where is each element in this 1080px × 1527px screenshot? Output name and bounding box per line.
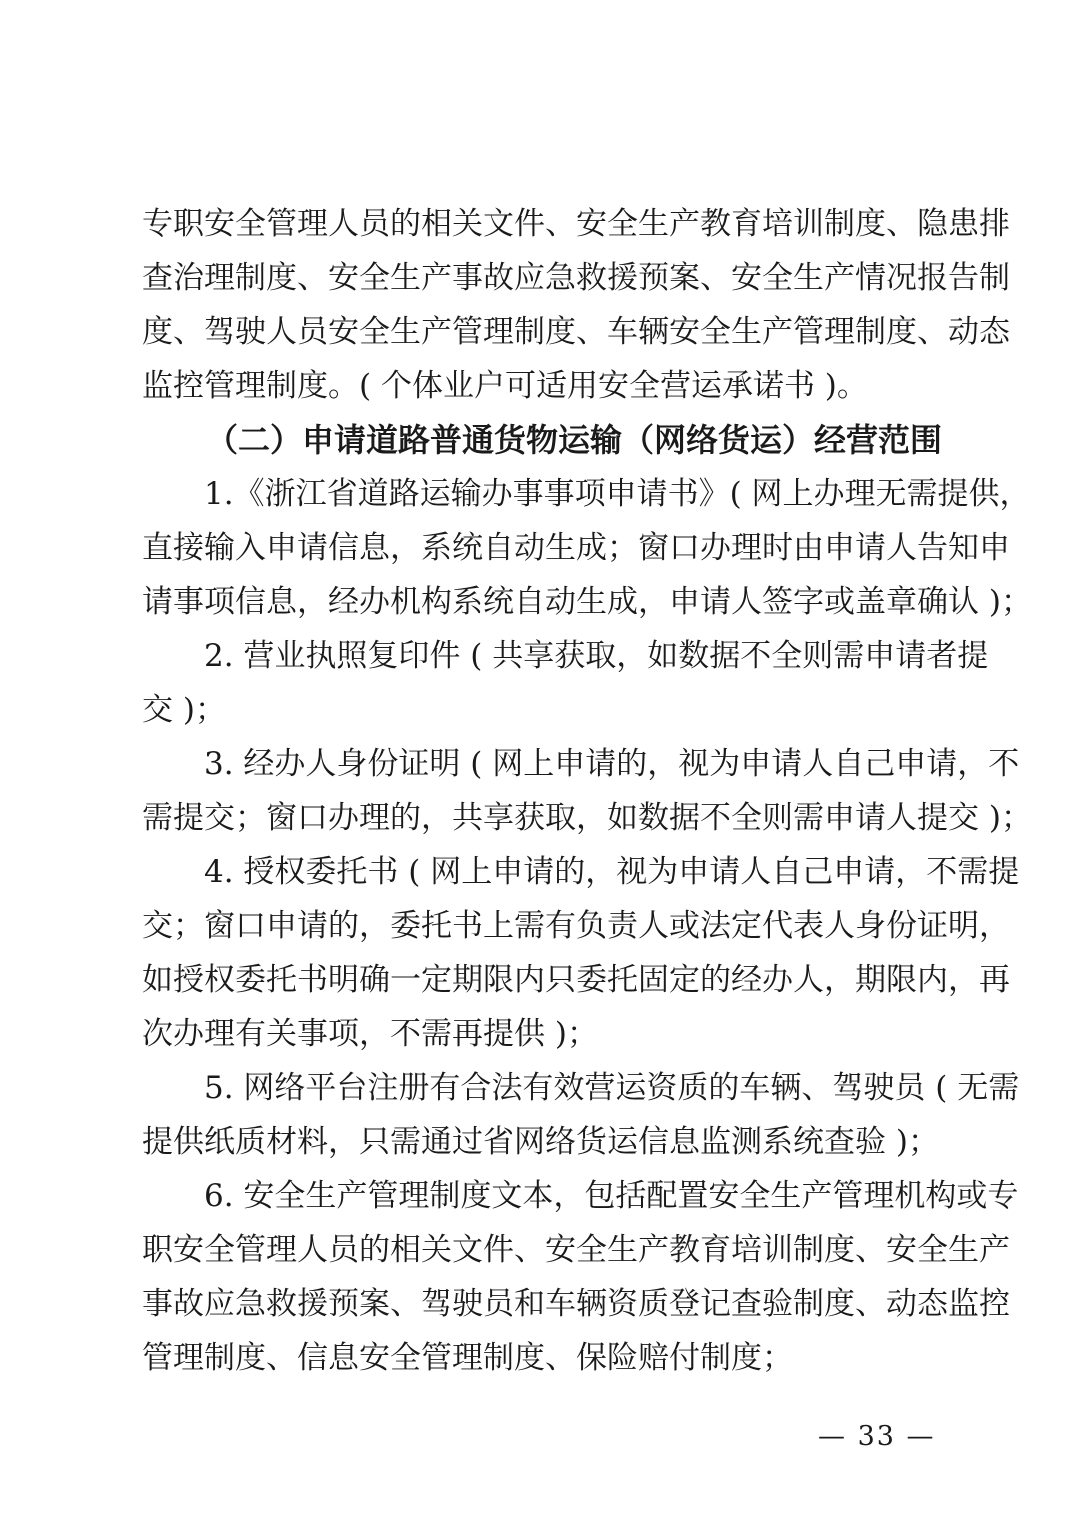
list-item-1	[142, 467, 1032, 629]
text-line: 4. 授权委托书 ( 网上申请的，视为申请人自己申请，不需提	[204, 854, 1020, 890]
text-line: 提供纸质材料，只需通过省网络货运信息监测系统查验 )；	[142, 1124, 939, 1160]
text-line: 需提交；窗口办理的，共享获取，如数据不全则需申请人提交 )；	[142, 800, 1032, 836]
list-item-2	[142, 629, 989, 737]
document-body	[142, 197, 1032, 1385]
text-line: 交；窗口申请的，委托书上需有负责人或法定代表人身份证明，	[142, 908, 1010, 944]
text-line: 事故应急救援预案、驾驶员和车辆资质登记查验制度、动态监控	[142, 1286, 1010, 1322]
text-line: 专职安全管理人员的相关文件、安全生产教育培训制度、隐患排	[142, 206, 1010, 242]
list-item-3	[142, 737, 1032, 845]
text-line: 2. 营业执照复印件 ( 共享获取，如数据不全则需申请者提	[204, 638, 989, 674]
text-line: 交 )；	[142, 692, 226, 728]
text-line: 直接输入申请信息，系统自动生成；窗口办理时由申请人告知申	[142, 530, 1010, 566]
text-line: 如授权委托书明确一定期限内只委托固定的经办人，期限内，再	[142, 962, 1010, 998]
section-heading: （二）申请道路普通货物运输（网络货运）经营范围	[206, 421, 943, 459]
text-line: 6. 安全生产管理制度文本，包括配置安全生产管理机构或专	[204, 1178, 1019, 1214]
list-item-5	[142, 1061, 1020, 1169]
text-line: 管理制度、信息安全管理制度、保险赔付制度；	[142, 1340, 793, 1376]
text-line: 查治理制度、安全生产事故应急救援预案、安全生产情况报告制	[142, 260, 1010, 296]
text-line: 度、驾驶人员安全生产管理制度、车辆安全生产管理制度、动态	[142, 314, 1010, 350]
text-line: 1.《浙江省道路运输办事事项申请书》( 网上办理无需提供，	[204, 476, 1031, 512]
text-line: 次办理有关事项，不需再提供 )；	[142, 1016, 598, 1052]
list-item-4	[142, 845, 1020, 1061]
paragraph-continuation	[142, 197, 1010, 413]
text-line: 5. 网络平台注册有合法有效营运资质的车辆、驾驶员 ( 无需	[204, 1070, 1020, 1106]
text-line: 监控管理制度。( 个体业户可适用安全营运承诺书 )。	[142, 368, 868, 404]
list-item-6	[142, 1169, 1019, 1385]
page-number: — 33 —	[818, 1421, 936, 1452]
text-line: 3. 经办人身份证明 ( 网上申请的，视为申请人自己申请，不	[204, 746, 1020, 782]
text-line: 请事项信息，经办机构系统自动生成，申请人签字或盖章确认 )；	[142, 584, 1032, 620]
text-line: 职安全管理人员的相关文件、安全生产教育培训制度、安全生产	[142, 1232, 1010, 1268]
